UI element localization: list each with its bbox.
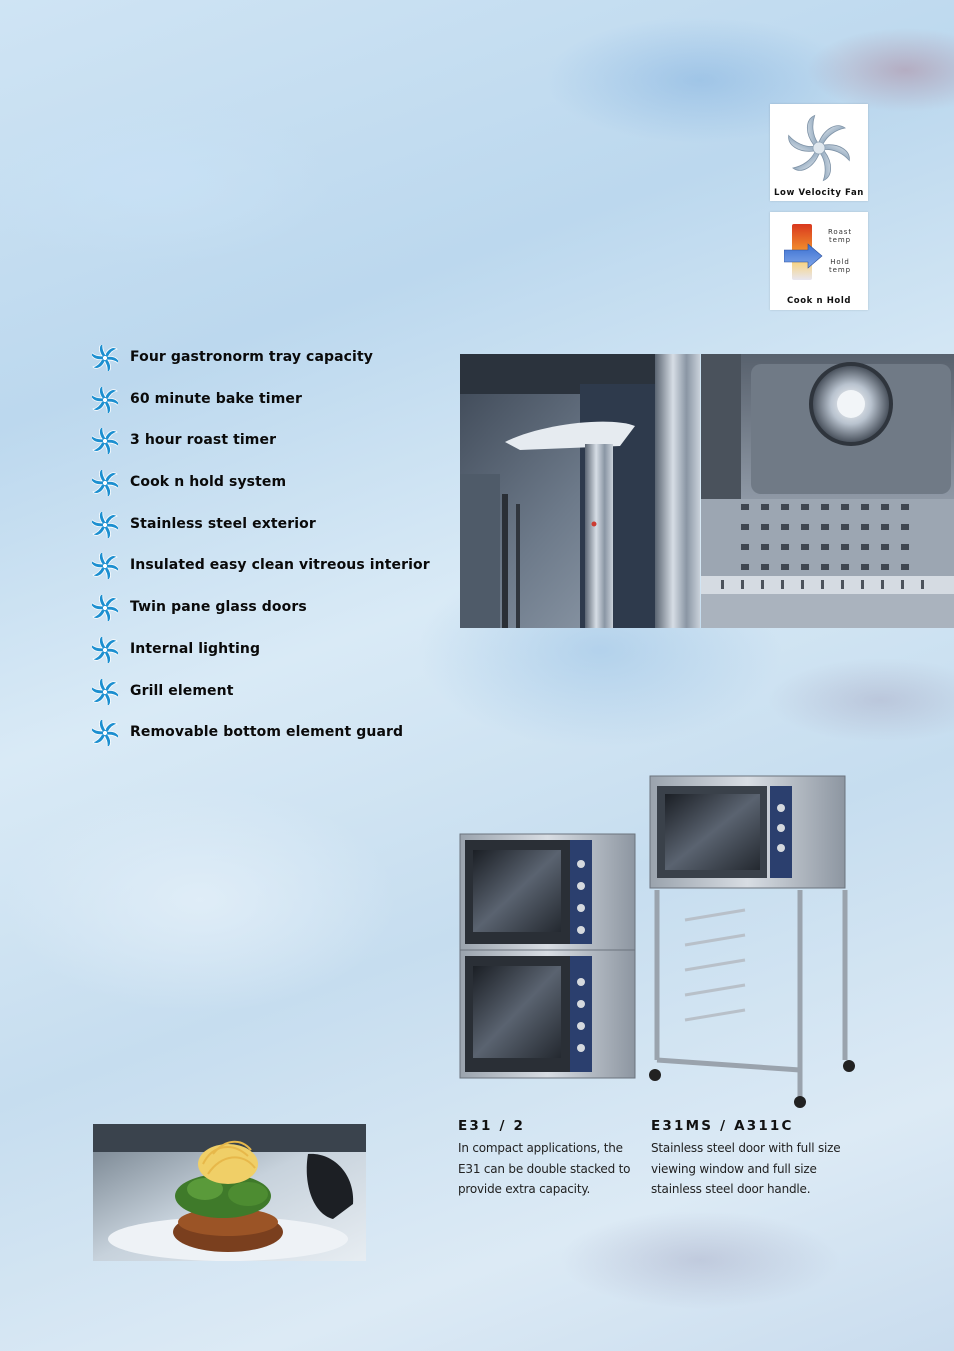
feature-item xyxy=(92,719,430,761)
model-e31ms-description: Stainless steel door with full size viewing window and full size stainless steel door handle. xyxy=(651,1141,841,1196)
oven-door-photo xyxy=(460,354,700,628)
feature-list xyxy=(92,344,430,761)
feature-item xyxy=(92,511,430,553)
feature-text: 3 hour roast timer xyxy=(130,432,277,449)
fan-bullet-icon xyxy=(92,679,118,705)
feature-item xyxy=(92,386,430,428)
feature-text: 60 minute bake timer xyxy=(130,390,302,407)
feature-text: Grill element xyxy=(130,682,234,699)
fan-bullet-icon xyxy=(92,428,118,454)
feature-text: Removable bottom element guard xyxy=(130,724,404,741)
feature-item xyxy=(92,344,430,386)
fan-bullet-icon xyxy=(92,512,118,538)
feature-text: Twin pane glass doors xyxy=(130,599,307,616)
fan-icon xyxy=(785,112,853,182)
cook-n-hold-badge-label: Cook n Hold xyxy=(786,296,852,306)
fan-bullet-icon xyxy=(92,387,118,413)
feature-text: Stainless steel exterior xyxy=(130,515,316,532)
feature-item xyxy=(92,469,430,511)
fan-bullet-icon xyxy=(92,595,118,621)
feature-item xyxy=(92,594,430,636)
fan-bullet-icon xyxy=(92,720,118,746)
model-e31-caption xyxy=(458,1118,638,1200)
cook-n-hold-badge xyxy=(770,212,868,310)
fan-badge-label: Low Velocity Fan xyxy=(774,188,864,198)
model-e31-description: In compact applications, the E31 can be double stacked to provide extra capacity. xyxy=(458,1141,631,1196)
cook-n-hold-icon xyxy=(784,222,824,286)
fan-bullet-icon xyxy=(92,553,118,579)
feature-item xyxy=(92,678,430,720)
model-e31ms-caption xyxy=(651,1118,841,1200)
feature-item xyxy=(92,636,430,678)
fan-bullet-icon xyxy=(92,470,118,496)
feature-text: Insulated easy clean vitreous interior xyxy=(130,557,430,574)
feature-text: Four gastronorm tray capacity xyxy=(130,349,373,365)
feature-text: Internal lighting xyxy=(130,640,261,657)
model-e31-name: E31 / 2 xyxy=(458,1118,526,1134)
feature-text: Cook n hold system xyxy=(130,474,287,491)
low-velocity-fan-badge xyxy=(770,104,868,201)
feature-item xyxy=(92,552,430,594)
feature-item xyxy=(92,427,430,469)
oven-models-photo xyxy=(455,770,865,1110)
fan-bullet-icon xyxy=(92,637,118,663)
fan-bullet-icon xyxy=(92,345,118,371)
oven-interior-photo xyxy=(701,354,954,628)
hold-temp-label: Hold temp xyxy=(829,258,851,274)
roast-temp-label: Roast temp xyxy=(827,228,852,244)
food-dish-photo xyxy=(93,1124,366,1261)
model-e31ms-name: E31MS / A311C xyxy=(651,1118,794,1134)
